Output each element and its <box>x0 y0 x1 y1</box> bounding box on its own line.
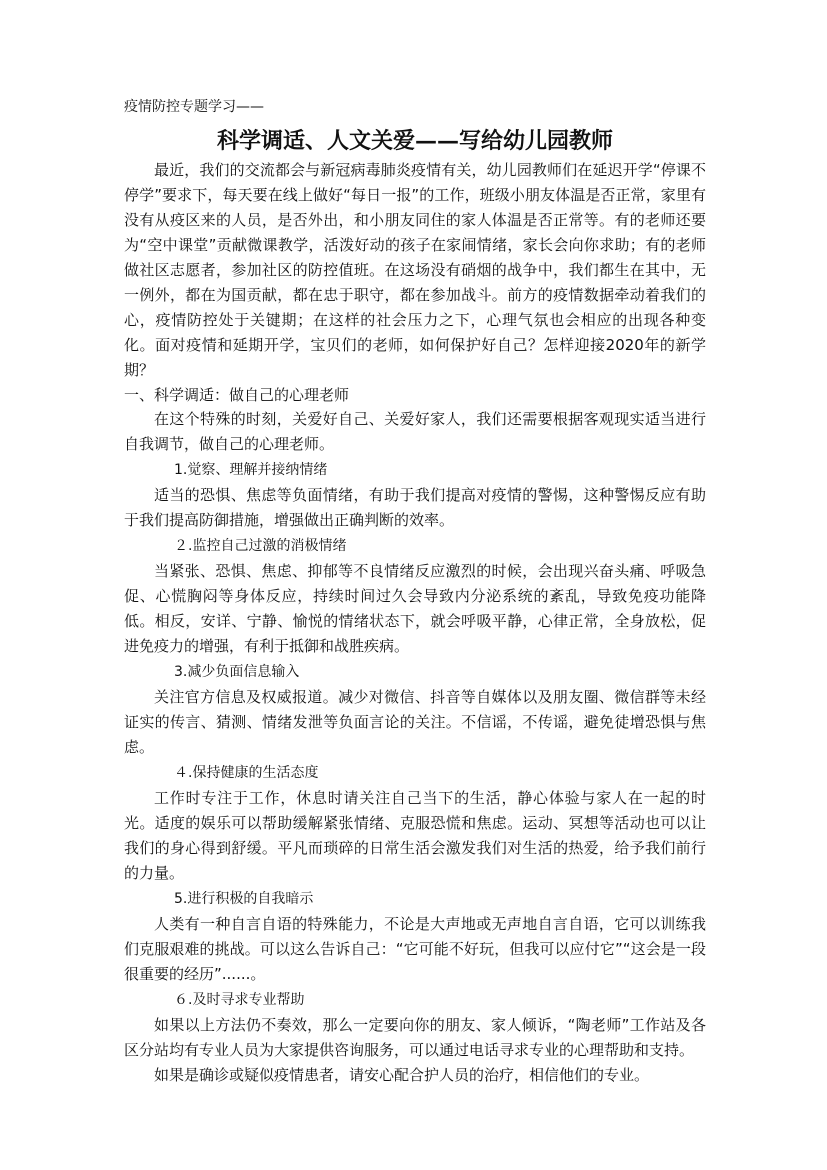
item-title-1: 1.觉察、理解并接纳情绪 <box>174 462 328 478</box>
section-lead: 在这个特殊的时刻，关爱好自己、关爱好家人，我们还需要根据客观现实适当进行自我调节，做自己的心理老师。 <box>124 410 706 453</box>
item-body-3: 关注官方信息及权威报道。减少对微信、抖音等自媒体以及朋友圈、微信群等未经证实的传言、猜测、情绪发泄等负面言论的关注。不信谣，不传谣，避免徒增恐惧与焦虑。 <box>124 688 706 756</box>
item-title-5: 5.进行积极的自我暗示 <box>174 891 314 907</box>
item-body-5: 人类有一种自言自语的特殊能力，不论是大声地或无声地自言自语，它可以训练我们克服艰难的挑战。可以这么告诉自己：“它可能不好玩，但我可以应付它”“这会是一段很重要的经历”......。 <box>124 915 706 983</box>
item-title-3: 3.减少负面信息输入 <box>174 664 300 680</box>
item-title-6: ６.及时寻求专业帮助 <box>174 992 305 1008</box>
document-title: 科学调适、人文关爱——写给幼儿园教师 <box>216 128 613 154</box>
closing-paragraph: 如果是确诊或疑似疫情患者，请安心配合护人员的治疗，相信他们的专业。 <box>154 1066 650 1084</box>
document-page <box>124 96 706 1088</box>
section-heading: 一、科学调适：做自己的心理老师 <box>124 386 350 404</box>
item-body-1: 适当的恐惧、焦虑等负面情绪，有助于我们提高对疫情的警惕，这种警惕反应有助于我们提高防御措施，增强做出正确判断的效率。 <box>124 486 706 529</box>
item-title-2: ２.监控自己过激的消极情绪 <box>174 538 347 554</box>
item-body-6: 如果以上方法仍不奏效，那么一定要向你的朋友、家人倾诉，“陶老师”工作站及各区分站均有专业人员为大家提供咨询服务，可以通过电话寻求专业的心理帮助和支持。 <box>124 1016 706 1059</box>
intro-paragraph: 最近，我们的交流都会与新冠病毒肺炎疫情有关，幼儿园教师们在延迟开学“停课不停学”要求下，每天要在线上做好“每日一报”的工作，班级小朋友体温是否正常，家里有没有从疫区来的人员，是否外出，和小朋友同住的家人体温是否正常等。有的老师还要为“空中课堂”贡献微课教学，活泼好动的孩子在家闹情绪，家长会向你求助；有的老师做社区志愿者，参加社区的防控值班。在这场没有硝烟的战争中，我们都生在其中，无一例外，都在为国贡献，都在忠于职守，都在参加战斗。前方的疫情数据牵动着我们的心，疫情防控处于关键期；在这样的社会压力之下，心理气氛也会相应的出现各种变化。面对疫情和延期开学，宝贝们的老师，如何保护好自己？怎样迎接2020年的新学期？ <box>124 161 706 379</box>
item-title-4: ４.保持健康的生活态度 <box>174 765 319 781</box>
item-body-4: 工作时专注于工作，休息时请关注自己当下的生活，静心体验与家人在一起的时光。适度的娱乐可以帮助缓解紧张情绪、克服恐慌和焦虑。运动、冥想等活动也可以让我们的身心得到舒缓。平凡而琐碎的日常生活会激发我们对生活的热爱，给予我们前行的力量。 <box>124 789 706 882</box>
kicker-text: 疫情防控专题学习—— <box>124 99 264 115</box>
item-body-2: 当紧张、恐惧、焦虑、抑郁等不良情绪反应激烈的时候，会出现兴奋头痛、呼吸急促、心慌胸闷等身体反应，持续时间过久会导致内分泌系统的紊乱，导致免疫功能降低。相反，安详、宁静、愉悦的情绪状态下，就会呼吸平静，心律正常，全身放松，促进免疫力的增强，有利于抵御和战胜疾病。 <box>124 562 706 655</box>
